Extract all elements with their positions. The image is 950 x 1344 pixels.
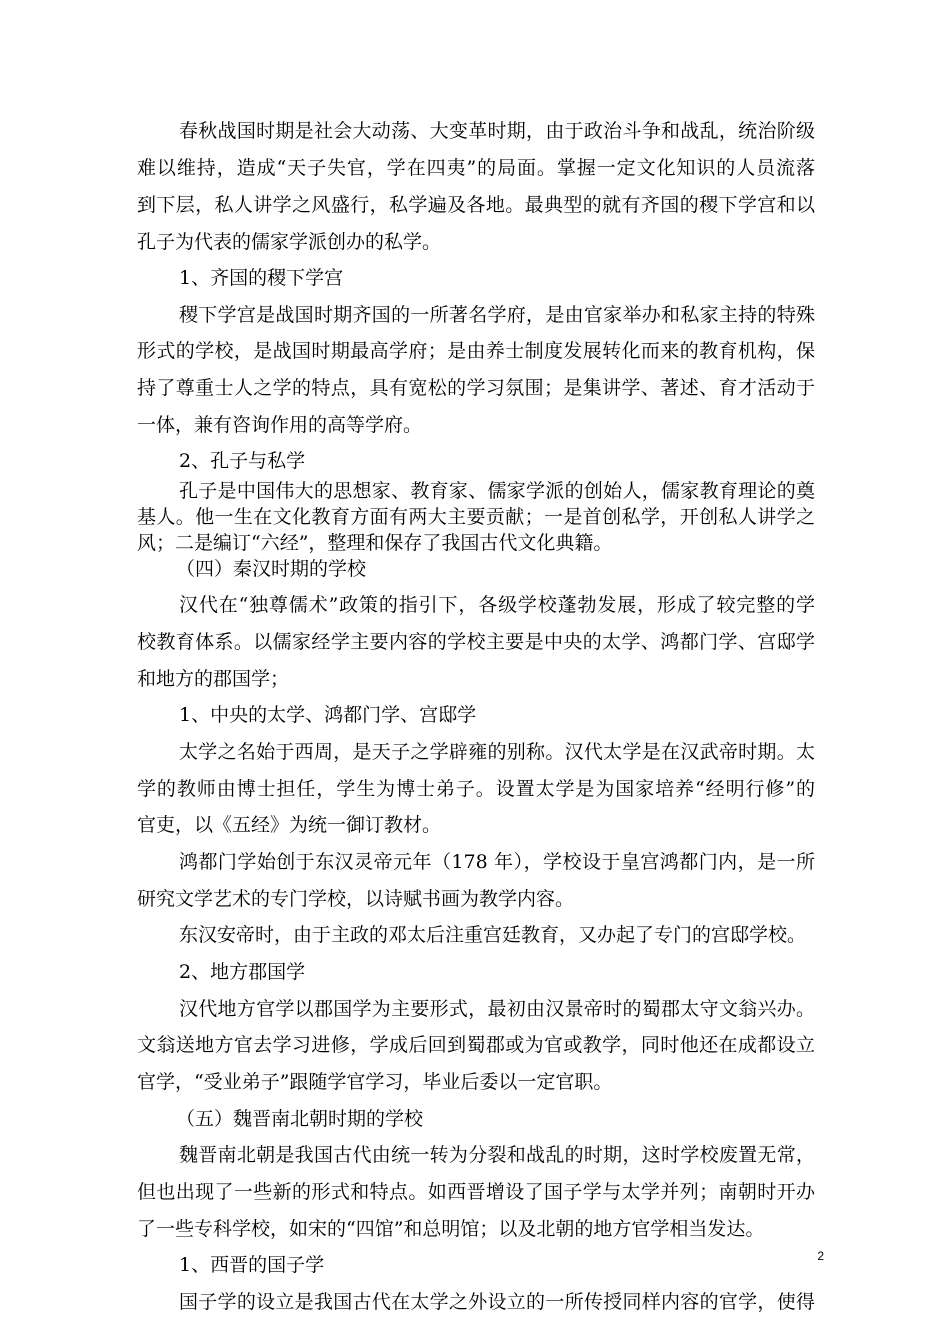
paragraph-line: 汉代地方官学以郡国学为主要形式，最初由汉景帝时的蜀郡太守文翁兴办。 <box>179 998 815 1020</box>
paragraph-line: 校教育体系。以儒家经学主要内容的学校主要是中央的太学、鸿都门学、宫邸学 <box>137 631 815 653</box>
paragraph-line: 研究文学艺术的专门学校，以诗赋书画为教学内容。 <box>137 888 575 910</box>
paragraph-line: 到下层，私人讲学之风盛行，私学遍及各地。最典型的就有齐国的稷下学宫和以 <box>137 194 815 216</box>
paragraph-line: 学的教师由博士担任，学生为博士弟子。设置太学是为国家培养“经明行修”的 <box>137 778 815 800</box>
paragraph-line: 汉代在“独尊儒术”政策的指引下，各级学校蓬勃发展，形成了较完整的学 <box>179 594 815 616</box>
paragraph-line: 基人。他一生在文化教育方面有两大主要贡献；一是首创私学，开创私人讲学之 <box>137 506 815 528</box>
page-number: 2 <box>817 1249 824 1263</box>
paragraph-line: 稷下学宫是战国时期齐国的一所著名学府，是由官家举办和私家主持的特殊 <box>179 304 815 326</box>
paragraph-line: 和地方的郡国学； <box>137 668 290 690</box>
section-heading: 1、中央的太学、鸿都门学、宫邸学 <box>179 704 477 726</box>
paragraph-line: 文翁送地方官去学习进修，学成后回到蜀郡或为官或教学，同时他还在成都设立 <box>137 1034 815 1056</box>
section-heading: （五）魏晋南北朝时期的学校 <box>176 1108 424 1130</box>
paragraph-line: 孔子为代表的儒家学派创办的私学。 <box>137 231 442 253</box>
paragraph-line: 但也出现了一些新的形式和特点。如西晋增设了国子学与太学并列；南朝时开办 <box>137 1181 815 1203</box>
section-heading: 1、西晋的国子学 <box>179 1254 325 1276</box>
paragraph-line: 国子学的设立是我国古代在太学之外设立的一所传授同样内容的官学，使得 <box>179 1291 815 1313</box>
paragraph-line: 持了尊重士人之学的特点，具有宽松的学习氛围；是集讲学、著述、育才活动于 <box>137 377 815 399</box>
paragraph-line: 难以维持，造成“天子失官，学在四夷”的局面。掌握一定文化知识的人员流落 <box>137 157 815 179</box>
section-heading: 1、齐国的稷下学宫 <box>179 267 344 289</box>
paragraph-line: 孔子是中国伟大的思想家、教育家、儒家学派的创始人，儒家教育理论的奠 <box>179 480 815 502</box>
paragraph-line: 一体，兼有咨询作用的高等学府。 <box>137 414 423 436</box>
paragraph-line: 鸿都门学始创于东汉灵帝元年（178 年），学校设于皇宫鸿都门内，是一所 <box>179 851 815 873</box>
paragraph-line: 魏晋南北朝是我国古代由统一转为分裂和战乱的时期，这时学校废置无常， <box>179 1144 815 1166</box>
paragraph-line: 风；二是编订“六经”，整理和保存了我国古代文化典籍。 <box>137 532 613 554</box>
paragraph-line: 春秋战国时期是社会大动荡、大变革时期，由于政治斗争和战乱，统治阶级 <box>179 120 815 142</box>
paragraph-line: 官学，“受业弟子”跟随学官学习，毕业后委以一定官职。 <box>137 1071 613 1093</box>
paragraph-line: 官吏，以《五经》为统一御订教材。 <box>137 814 442 836</box>
section-heading: 2、地方郡国学 <box>179 961 306 983</box>
paragraph-line: 东汉安帝时，由于主政的邓太后注重宫廷教育，又办起了专门的宫邸学校。 <box>179 924 807 946</box>
section-heading: 2、孔子与私学 <box>179 450 306 472</box>
paragraph-line: 了一些专科学校，如宋的“四馆”和总明馆；以及北朝的地方官学相当发达。 <box>137 1218 765 1240</box>
paragraph-line: 太学之名始于西周，是天子之学辟雍的别称。汉代太学是在汉武帝时期。太 <box>179 741 815 763</box>
paragraph-line: 形式的学校，是战国时期最高学府；是由养士制度发展转化而来的教育机构，保 <box>137 340 815 362</box>
section-heading: （四）秦汉时期的学校 <box>176 558 367 580</box>
